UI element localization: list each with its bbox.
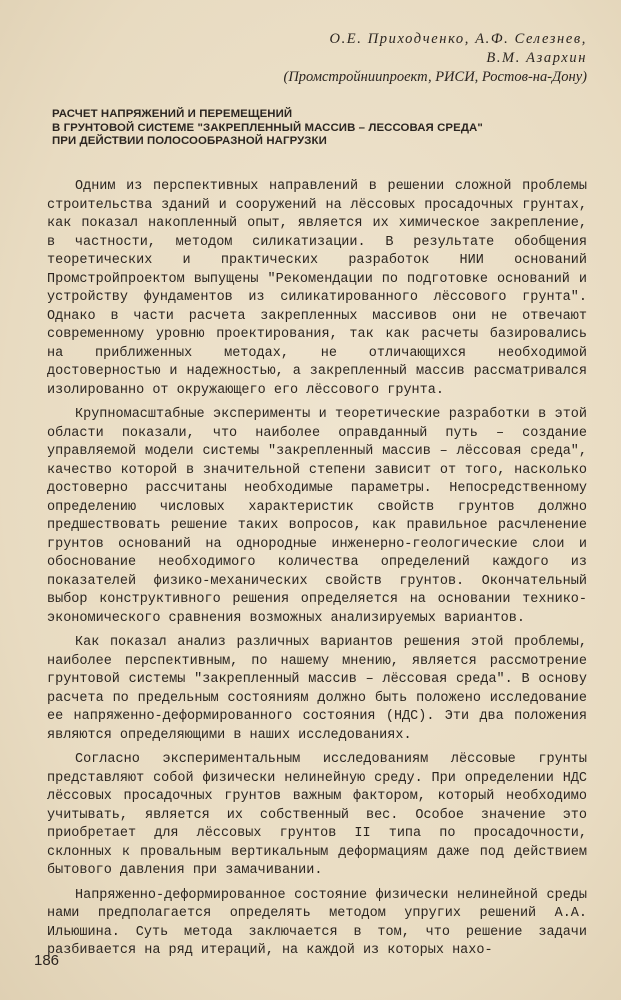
- title-line-2: В ГРУНТОВОЙ СИСТЕМЕ "ЗАКРЕПЛЕННЫЙ МАССИВ – ЛЕССОВАЯ СРЕДА": [52, 121, 483, 134]
- title-line-3: ПРИ ДЕЙСТВИИ ПОЛОСООБРАЗНОЙ НАГРУЗКИ: [52, 135, 327, 147]
- authors-line-1: О.Е. Приходченко, А.Ф. Селезнев,: [329, 31, 587, 47]
- article-body: [47, 176, 587, 967]
- author-block: [283, 30, 587, 87]
- paragraph-5: Напряженно-деформированное состояние физически нелинейной среды нами предполагается определять методом упругих решений А.А. Ильюшина. Суть метода заключается в том, что решение задачи разбивается на ряд итераций, на каждой из которых нахо-: [47, 887, 587, 958]
- paragraph-2: Крупномасштабные эксперименты и теоретические разработки в этой области показали, что наиболее оправданный путь – создание управляемой модели системы "закрепленный массив – лёссовая среда", качество которой в значительной степени зависит от того, насколько достоверно рассчитаны необходимые параметры. Непосредственному определению числовых характеристик свойств грунтов должно предшествовать решение таких вопросов, как правильное расчленение грунтов оснований на однородные инженерно-геологические слои и обоснование необходимого количества определений каждого из показателей физико-механических свойств грунтов. Окончательный выбор конструктивного решения определяется на основании технико-экономического сравнения возможных анализируемых вариантов.: [47, 407, 587, 626]
- paragraph-3: Как показал анализ различных вариантов решения этой проблемы, наиболее перспективным, по нашему мнению, является рассмотрение грунтовой системы "закрепленный массив – лёссовая среда". В основу расчета по предельным состояниям должно быть положено исследование ее напряженно-деформированного состояния (НДС). Эти два положения являются определяющими в наших исследованиях.: [47, 635, 587, 743]
- title-line-1: РАСЧЕТ НАПРЯЖЕНИЙ И ПЕРЕМЕЩЕНИЙ: [52, 108, 293, 120]
- affiliation: (Промстройниипроект, РИСИ, Ростов-на-Дону): [283, 69, 587, 85]
- paragraph-4: Согласно экспериментальным исследованиям лёссовые грунты представляют собой физически нелинейную среду. При определении НДС лёссовых просадочных грунтов важным фактором, который необходимо учитывать, является их собственный вес. Особое значение это приобретает для лёссовых грунтов II типа по просадочности, склонных к провальным вертикальным деформациям даже под действием бытового давления при замачивании.: [47, 752, 587, 878]
- authors-line-2: В.М. Азархин: [486, 50, 587, 66]
- page-number: 186: [34, 952, 60, 969]
- article-title: [52, 108, 572, 149]
- paragraph-1: Одним из перспективных направлений в решении сложной проблемы строительства зданий и сооружений на лёссовых просадочных грунтах, как показал накопленный опыт, является их химическое закрепление, в частности, методом силикатизации. В результате обобщения теоретических и практических разработок НИИ оснований Промстройпроектом выпущены "Рекомендации по подготовке оснований и устройству фундаментов из силикатированного лёссового грунта". Однако в части расчета закрепленных массивов они не отвечают современному уровню проектирования, так как расчеты базировались на приближенных методах, не отличающихся необходимой достоверностью и надежностью, а закрепленный массив рассматривался изолированно от окружающего его лёссового грунта.: [47, 179, 587, 398]
